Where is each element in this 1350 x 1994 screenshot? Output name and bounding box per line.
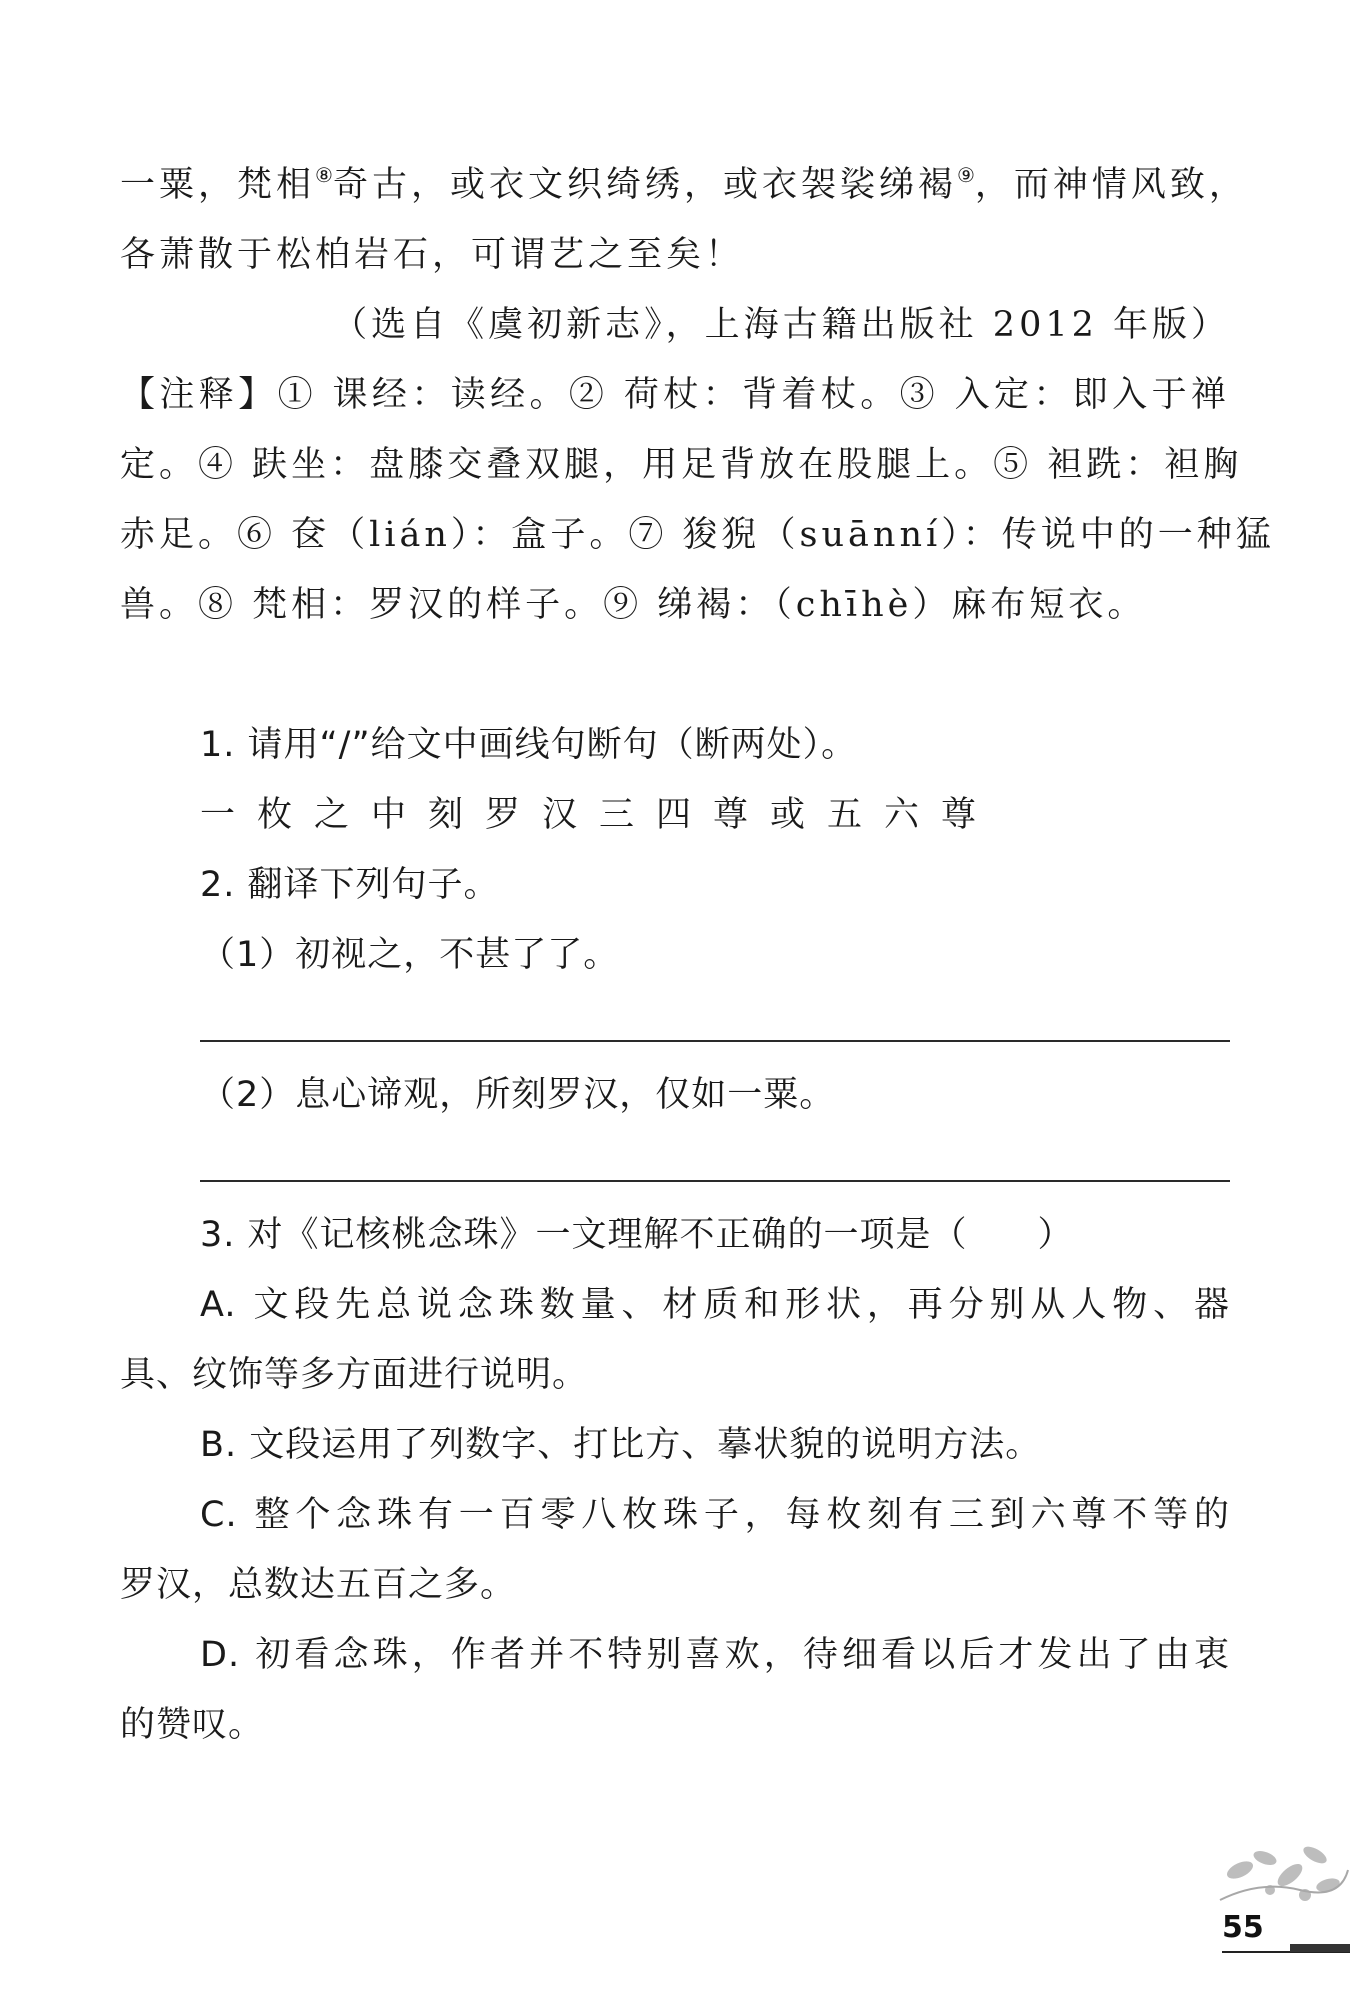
question-2-item-2: （2）息心谛观，所刻罗汉，仅如一粟。 (200, 1075, 836, 1115)
note-ref-9: ⑨ (956, 163, 975, 187)
question-1-sentence: 一枚之中刻罗汉三四尊或五六尊 (200, 795, 999, 835)
option-c-line-2: 罗汉，总数达五百之多。 (120, 1565, 517, 1605)
question-3-prompt-text: 3. 对《记核桃念珠》一文理解不正确的一项是（ (200, 1215, 968, 1255)
passage-text: 一粟，梵相 (120, 165, 316, 205)
notes-line: 赤足。⑥ 奁（lián）：盒子。⑦ 狻猊（suānní）：传说中的一种猛 (120, 515, 1275, 555)
answer-line-2[interactable] (200, 1180, 1230, 1182)
option-a-line-2: 具、纹饰等多方面进行说明。 (120, 1355, 589, 1395)
option-a-line-1: A. 文段先总说念珠数量、材质和形状，再分别从人物、器 (200, 1285, 1230, 1325)
question-3-prompt-close: ） (1037, 1215, 1074, 1255)
question-1-prompt: 1. 请用“/”给文中画线句断句（断两处）。 (200, 725, 858, 765)
notes-line: 【注释】① 课经：读经。② 荷杖：背着杖。③ 入定：即入于禅 (120, 375, 1230, 415)
passage-text: ，而神情风致， (974, 165, 1248, 205)
page-number-block (1290, 1944, 1350, 1952)
question-2-item-1: （1）初视之，不甚了了。 (200, 935, 620, 975)
option-b: B. 文段运用了列数字、打比方、摹状貌的说明方法。 (200, 1425, 1042, 1465)
option-d-line-2: 的赞叹。 (120, 1705, 265, 1745)
page-number: 55 (1222, 1910, 1264, 1945)
question-3-prompt (200, 1212, 1230, 1258)
notes-line: 兽。⑧ 梵相：罗汉的样子。⑨ 绨褐：（chīhè）麻布短衣。 (120, 585, 1147, 625)
source-citation: （选自《虞初新志》，上海古籍出版社 2012 年版） (332, 305, 1230, 345)
option-d-line-1: D. 初看念珠，作者并不特别喜欢，待细看以后才发出了由衷 (200, 1635, 1230, 1675)
answer-line-1[interactable] (200, 1040, 1230, 1042)
passage-text: 奇古，或衣文织绮绣，或衣袈裟绨褐 (332, 165, 957, 205)
option-c-line-1: C. 整个念珠有一百零八枚珠子，每枚刻有三到六尊不等的 (200, 1495, 1230, 1535)
question-2-prompt: 2. 翻译下列句子。 (200, 865, 500, 905)
notes-line: 定。④ 趺坐：盘膝交叠双腿，用足背放在股腿上。⑤ 袒跣：袒胸 (120, 445, 1243, 485)
passage-line-2: 各萧散于松柏岩石，可谓艺之至矣！ (120, 235, 745, 275)
passage-line-1 (120, 162, 1248, 208)
note-ref-8: ⑧ (315, 163, 333, 187)
